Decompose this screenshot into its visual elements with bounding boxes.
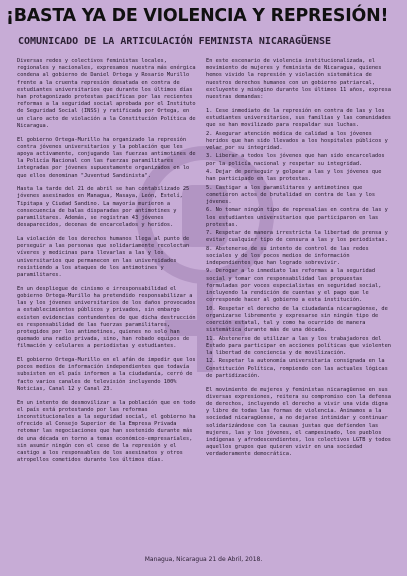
demand-item: 8. Abstenerse de su intento de control de las redes sociales y de los pocos medios de información independientes que han logrado sobrevivir.	[206, 245, 369, 267]
demand-item: 3. Liberar a todos los jóvenes que han sido encarcelados por la policía nacional y respetar su integridad.	[206, 153, 385, 167]
demand-item: 6. No tomar ningún tipo de represalias en contra de las y los estudiantes universitarios que participaron en las protestas.	[206, 207, 388, 228]
left-column	[17, 58, 197, 471]
demand-item: 1. Cese inmediato de la represión en contra de las y los estudiantes universitarios, sus familias y las comunidades que se han movilizado para respaldar sus luchas.	[206, 107, 391, 129]
demand-item: 4. Dejar de perseguir y golpear a las y los jóvenes que han participado en las protestas.	[206, 168, 382, 183]
closing-paragraph: El movimiento de mujeres y feministas nicaragüense en sus diversas expresiones, reitera su compromiso con la defensa de derechos, incluyendo el derecho a vivir una vida digna y libre de todas las formas de violencia. Animamos a la sociedad nicaragüense, a no dejarse intimidar y continuar solidarizándose con la causas justas que defienden las mujeres, las y los jóvenes, el campesinado, los pueblos indígenas y afrodescendientes, los colectivos LGTB y todos aquellos grupos que quieren vivir en una sociedad verdaderamente democrática.	[206, 386, 391, 458]
paragraph: La violación de los derechos humanos llega al punto de perseguir a las personas que solidariamente recolectan víveres y medicinas para llevarlas a las y los universitarios que permanecen en las universidades resistiendo a los ataques de los antimotines y paramilitares.	[17, 235, 190, 278]
intro-paragraph: En este escenario de violencia institucionalizada, el movimiento de mujeres y feminista de Nicaragua, quienes hemos vivido la represión y violación sistemática de nuestros derechos humanos con un gobierno patriarcal, excluyente y misógino durante los últimos 11 años, expresa nuestras demandas:	[206, 58, 391, 101]
paragraph: El gobierno Ortega-Murillo en el afán de impedir que los pocos medios de información independientes que todavía subsisten en el país informen a la ciudadanía, cerró de facto varios canales de televisión incluyendo 100% Noticias, Canal 12 y Canal 23.	[17, 357, 196, 392]
demand-item: 2. Asegurar atención médica de calidad a los jóvenes heridos que han sido llevados a los hospitales públicos y velar por su integridad.	[206, 130, 388, 151]
demand-item: 7. Respetar de manera irrestricta la libertad de prensa y evitar cualquier tipo de censura a las y los periodistas.	[206, 230, 388, 244]
page-subtitle: COMUNICADO DE LA ARTICULACIÓN FEMINISTA NICARAGÜENSE	[18, 36, 332, 47]
paragraph: El gobierno Ortega-Murillo ha organizado la represión contra jóvenes universitarios y la población que les apoya activamente, conjugando las fuerzas antimotines de la Policía Nacional con las fuerzas paramilitares integradas por jóvenes supuestamente organizados en lo que ellos denominan "Juventud Sandinista".	[17, 136, 196, 179]
demand-item: 9. Derogar a lo inmediato las reformas a la seguridad social y tomar con responsabilidad las propuestas formuladas por voces especialistas en seguridad social, incluyendo la rendición de cuentas y el pago que le corresponde hacer al gobierno a esta institución.	[206, 268, 382, 304]
demand-item: 10. Respetar el derecho de la ciudadanía nicaragüense, de organizarse libremente y expresarse sin ningún tipo de coerción estatal, tal y como ha ocurrido de manera sistemática durante más de una década.	[206, 305, 388, 334]
paragraph: Hasta la tarde del 21 de abril se han contabilizado 25 jóvenes asesinados en Managua, Masaya, León, Estelí, Tipitapa y Ciudad Sandino. La mayoría murieron a consecuencia de balas disparadas por antimotines y paramilitares. Además, se registran 43 jóvenes desaparecidos, decenas de encarcelados y heridos.	[17, 186, 190, 229]
place-date: Managua, Nicaragua 21 de Abril, 2018.	[144, 556, 263, 563]
demand-item: 5. Castigar a los paramilitares y antimotines que cometieron actos de brutalidad en contra de las y los jóvenes.	[206, 184, 376, 205]
demand-item: 12. Respetar la autonomía universitaria consignada en la Constitución Política, rompiendo con las actuales lógicas de partidización.	[206, 358, 388, 379]
demand-item: 11. Abstenerse de utilizar a las y los trabajadores del Estado para participar en acciones políticas que violenten la libertad de conciencia y de movilización.	[206, 335, 391, 357]
paragraph: En un intento de desmovilizar a la población que en todo el país está protestando por las reformas inconstitucionales a la seguridad social, el gobierno ha ofrecido al Consejo Superior de la Empresa Privada retomar las negociaciones que han sostenido durante más de una década en torno a temas económico-empresariales, sin asumir ningún con el cese de la represión y el castigo a los responsables de los asesinatos y otros atropellos cometidos durante los últimos días.	[17, 399, 196, 464]
paragraph: En un despliegue de cinismo e irresponsabilidad el gobierno Ortega-Murillo ha pretendido responsabilizar a las y los jóvenes universitarios de los daños provocados a establecimientos públicos y privados, sin embargo existen evidencias contundentes de que dicha destrucción es responsabilidad de las fuerzas paramilitares, protegidos por los antimotines, quienes no solo han quemado una radio privada, sino, han robado equipos de filmación y celulares a periodistas y estudiantes.	[17, 285, 196, 350]
page-title: ¡BASTA YA DE VIOLENCIA Y REPRESIÓN!	[6, 6, 389, 26]
right-column	[206, 58, 394, 465]
paragraph: Diversas redes y colectivos feministas locales, regionales y nacionales, expresamos nuestra más enérgica condena al gobierno de Daniel Ortega y Rosario Murillo frente a la cruenta represión desatada en contra de estudiantes universitarios que durante los últimos días han protagonizado protestas pacíficas por las recientes reformas a la seguridad social aprobada por el Instituto de Seguridad Social (INSS) y ratificada por Ortega, en un claro acto de violación a la Constitución Política de Nicaragua.	[17, 58, 196, 129]
